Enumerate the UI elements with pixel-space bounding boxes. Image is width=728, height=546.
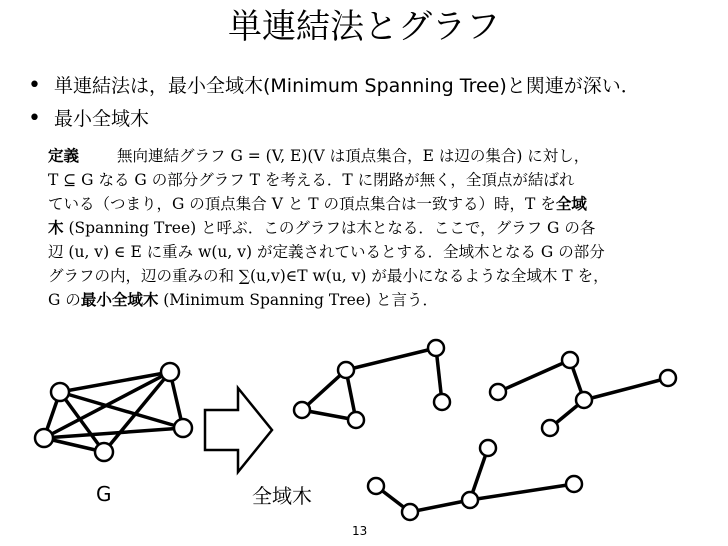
bullet-text-2: 最小全域木: [54, 108, 150, 130]
spanning-tree-1-nodes: [294, 340, 450, 428]
definition-text-7c: (Minimum Spanning Tree) と言う．: [158, 291, 438, 309]
definition-line-5: 辺 (u, v) ∈ E に重み w(u, v) が定義されているとする．全域木となる G の部分: [48, 243, 605, 261]
definition-text-1: 無向連結グラフ G = (V, E)(V は頂点集合，E は辺の集合) に対し，: [117, 147, 590, 165]
term-spanning-part2: 木: [48, 219, 64, 237]
bullet-dot-icon: •: [28, 106, 41, 131]
definition-text-7a: G の: [48, 291, 81, 309]
spanning-tree-3-nodes: [368, 440, 582, 520]
graph-g-caption: G: [96, 482, 112, 506]
definition-label: 定義: [48, 147, 80, 165]
bullet-text-1: 単連結法は，最小全域木(Minimum Spanning Tree)と関連が深い．: [54, 75, 640, 97]
term-spanning-part1: 全域: [555, 195, 587, 213]
bullet-dot-icon: •: [28, 73, 41, 98]
term-mst: 最小全域木: [80, 291, 159, 309]
graph-g-nodes: [35, 363, 192, 461]
definition-line-6: グラフの内，辺の重みの和 ∑(u,v)∈T w(u, v) が最小になるような全域木 T を，: [48, 267, 609, 285]
slide-title: 単連結法とグラフ: [228, 7, 500, 47]
page-number: 13: [352, 524, 368, 538]
right-arrow-icon: [205, 388, 272, 472]
spanning-trees-caption: 全域木: [252, 484, 312, 508]
definition-text-4: (Spanning Tree) と呼ぶ．このグラフは木となる．ここで，グラフ G の各: [63, 219, 596, 237]
spanning-tree-1: [302, 348, 442, 420]
spanning-tree-2-nodes: [490, 352, 676, 436]
definition-text-3: ている（つまり，G の頂点集合 V と T の頂点集合は一致する）時，T を: [48, 195, 556, 213]
definition-line-2: T ⊆ G なる G の部分グラフ T を考える．T に閉路が無く，全頂点が結ばれ: [48, 171, 575, 189]
